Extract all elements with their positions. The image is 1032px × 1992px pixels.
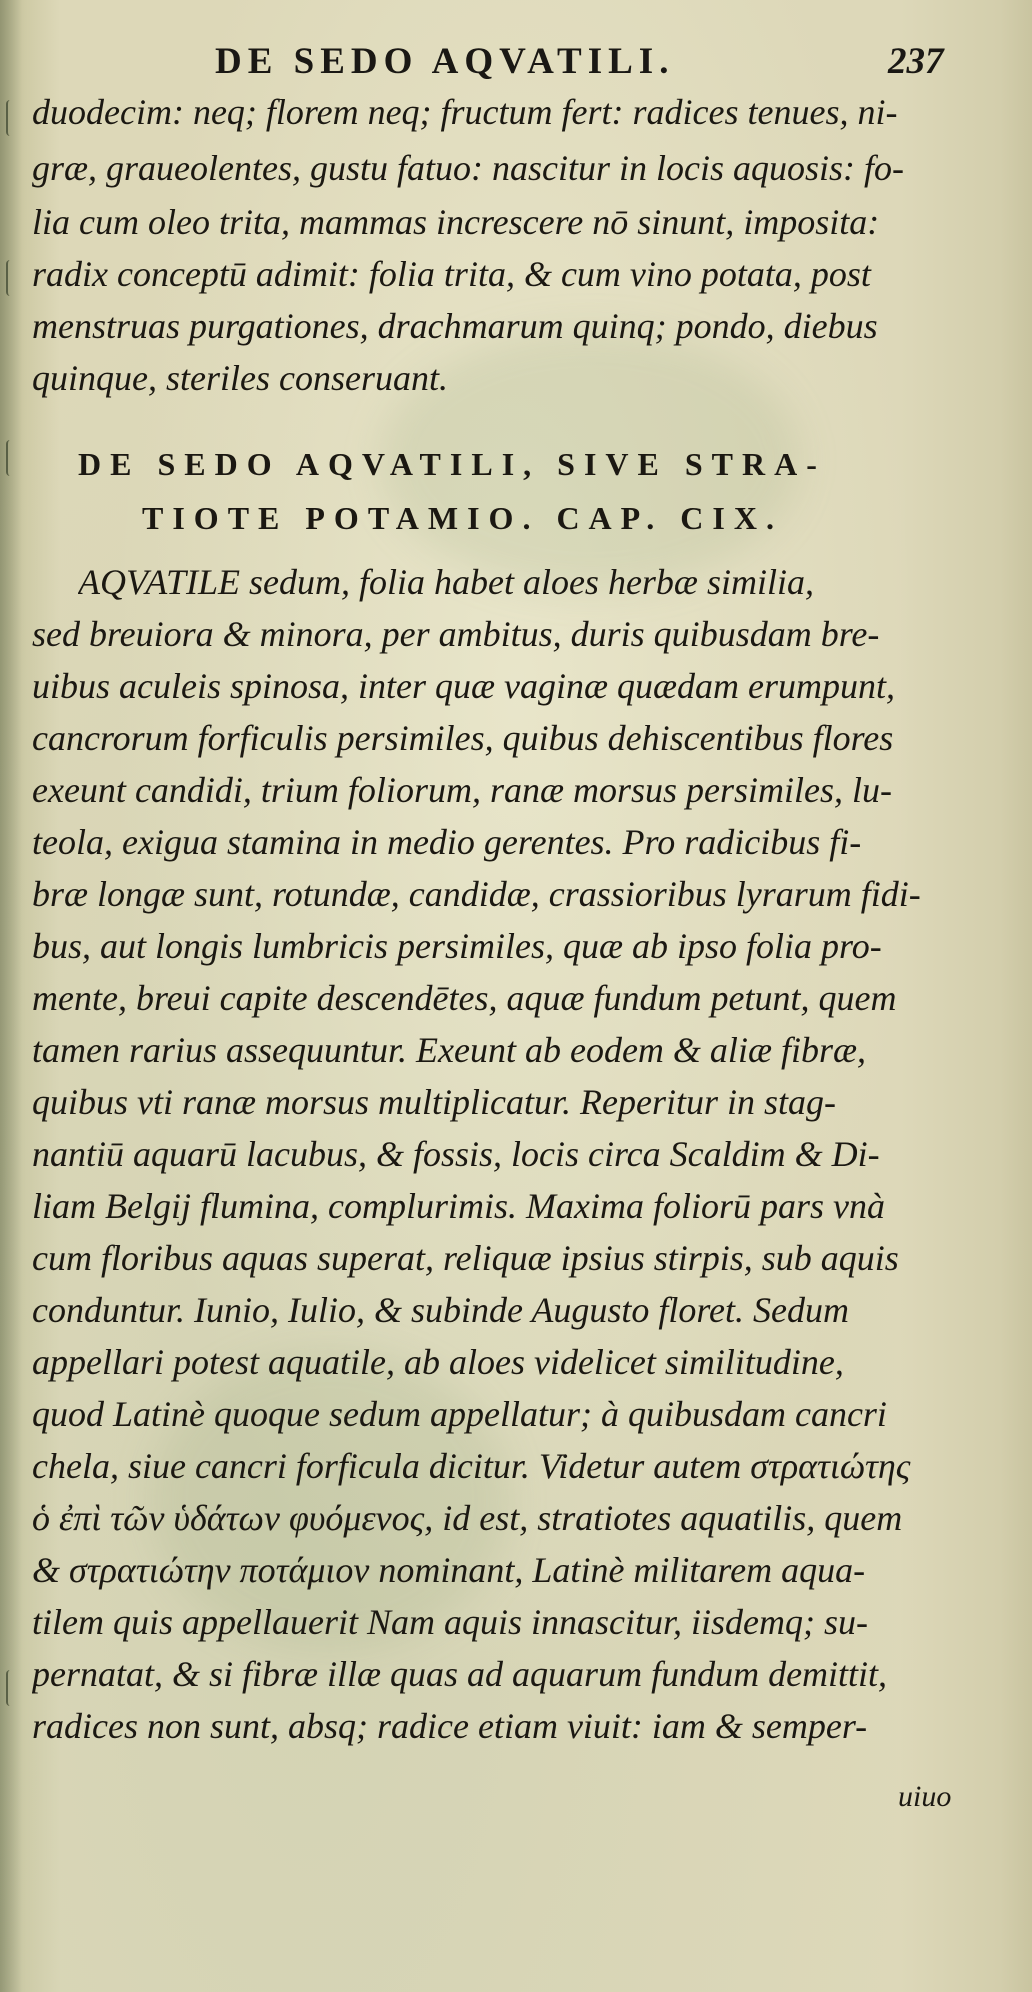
text-line: bus, aut longis lumbricis persimiles, quæ ab ipso folia pro-	[32, 926, 882, 966]
text-line: teola, exigua stamina in medio gerentes. Pro radicibus fi-	[32, 822, 862, 862]
catchword: uiuo	[898, 1780, 952, 1813]
text-line: duodecim: neq; florem neq; fructum fert: radices tenues, ni-	[32, 92, 898, 132]
text-line: appellari potest aquatile, ab aloes videlicet similitudine,	[32, 1342, 844, 1382]
page-number: 237	[888, 41, 944, 82]
text-line: tilem quis appellauerit Nam aquis innascitur, iisdemq; su-	[32, 1602, 868, 1642]
running-head	[0, 36, 1032, 86]
margin-mark	[6, 260, 16, 296]
margin-mark	[6, 100, 16, 136]
margin-mark	[6, 440, 16, 476]
text-line: quibus vti ranæ morsus multiplicatur. Reperitur in stag-	[32, 1082, 837, 1122]
chapter-heading-line-1: DE SEDO AQVATILI, SIVE STRA-	[78, 446, 826, 482]
text-line: pernatat, & si fibræ illæ quas ad aquarum fundum demittit,	[32, 1654, 888, 1694]
text-line: chela, siue cancri forficula dicitur. Videtur autem στρατιώτης	[32, 1446, 911, 1486]
text-line: uibus aculeis spinosa, inter quæ vaginæ quædam erumpunt,	[32, 666, 895, 706]
running-title: DE SEDO AQVATILI.	[215, 41, 675, 82]
text-line: nantiū aquarū lacubus, & fossis, locis circa Scaldim & Di-	[32, 1134, 880, 1174]
text-line: cancrorum forficulis persimiles, quibus dehiscentibus flores	[32, 718, 894, 758]
text-line: quinque, steriles conseruant.	[32, 358, 448, 398]
text-line: AQVATILE sedum, folia habet aloes herbæ similia,	[78, 562, 814, 602]
margin-mark	[6, 1670, 16, 1706]
text-line: radices non sunt, absq; radice etiam viuit: iam & semper-	[32, 1706, 868, 1746]
text-line: quod Latinè quoque sedum appellatur; à quibusdam cancri	[32, 1394, 887, 1434]
text-line: & στρατιώτην ποτάμιον nominant, Latinè militarem aqua-	[32, 1550, 866, 1590]
text-line: exeunt candidi, trium foliorum, ranæ morsus persimiles, lu-	[32, 770, 892, 810]
text-line: græ, graueolentes, gustu fatuo: nascitur in locis aquosis: fo-	[32, 148, 904, 188]
text-line: menstruas purgationes, drachmarum quinq; pondo, diebus	[32, 306, 878, 346]
text-line: mente, breui capite descendētes, aquæ fundum petunt, quem	[32, 978, 897, 1018]
text-line: cum floribus aquas superat, reliquæ ipsius stirpis, sub aquis	[32, 1238, 899, 1278]
text-line: sed breuiora & minora, per ambitus, duris quibusdam bre-	[32, 614, 880, 654]
text-line: tamen rarius assequuntur. Exeunt ab eodem & aliæ fibræ,	[32, 1030, 866, 1070]
text-line: liam Belgij flumina, complurimis. Maxima foliorū pars vnà	[32, 1186, 885, 1226]
text-line: bræ longæ sunt, rotundæ, candidæ, crassioribus lyrarum fidi-	[32, 874, 921, 914]
text-line: ὁ ἐπὶ τῶν ὑδάτων φυόμενος, id est, stratiotes aquatilis, quem	[32, 1498, 903, 1538]
text-line: radix conceptū adimit: folia trita, & cum vino potata, post	[32, 254, 871, 294]
text-line: lia cum oleo trita, mammas increscere nō sinunt, imposita:	[32, 202, 880, 242]
text-line: conduntur. Iunio, Iulio, & subinde Augusto floret. Sedum	[32, 1290, 849, 1330]
chapter-heading-line-2: TIOTE POTAMIO. CAP. CIX.	[142, 500, 783, 536]
